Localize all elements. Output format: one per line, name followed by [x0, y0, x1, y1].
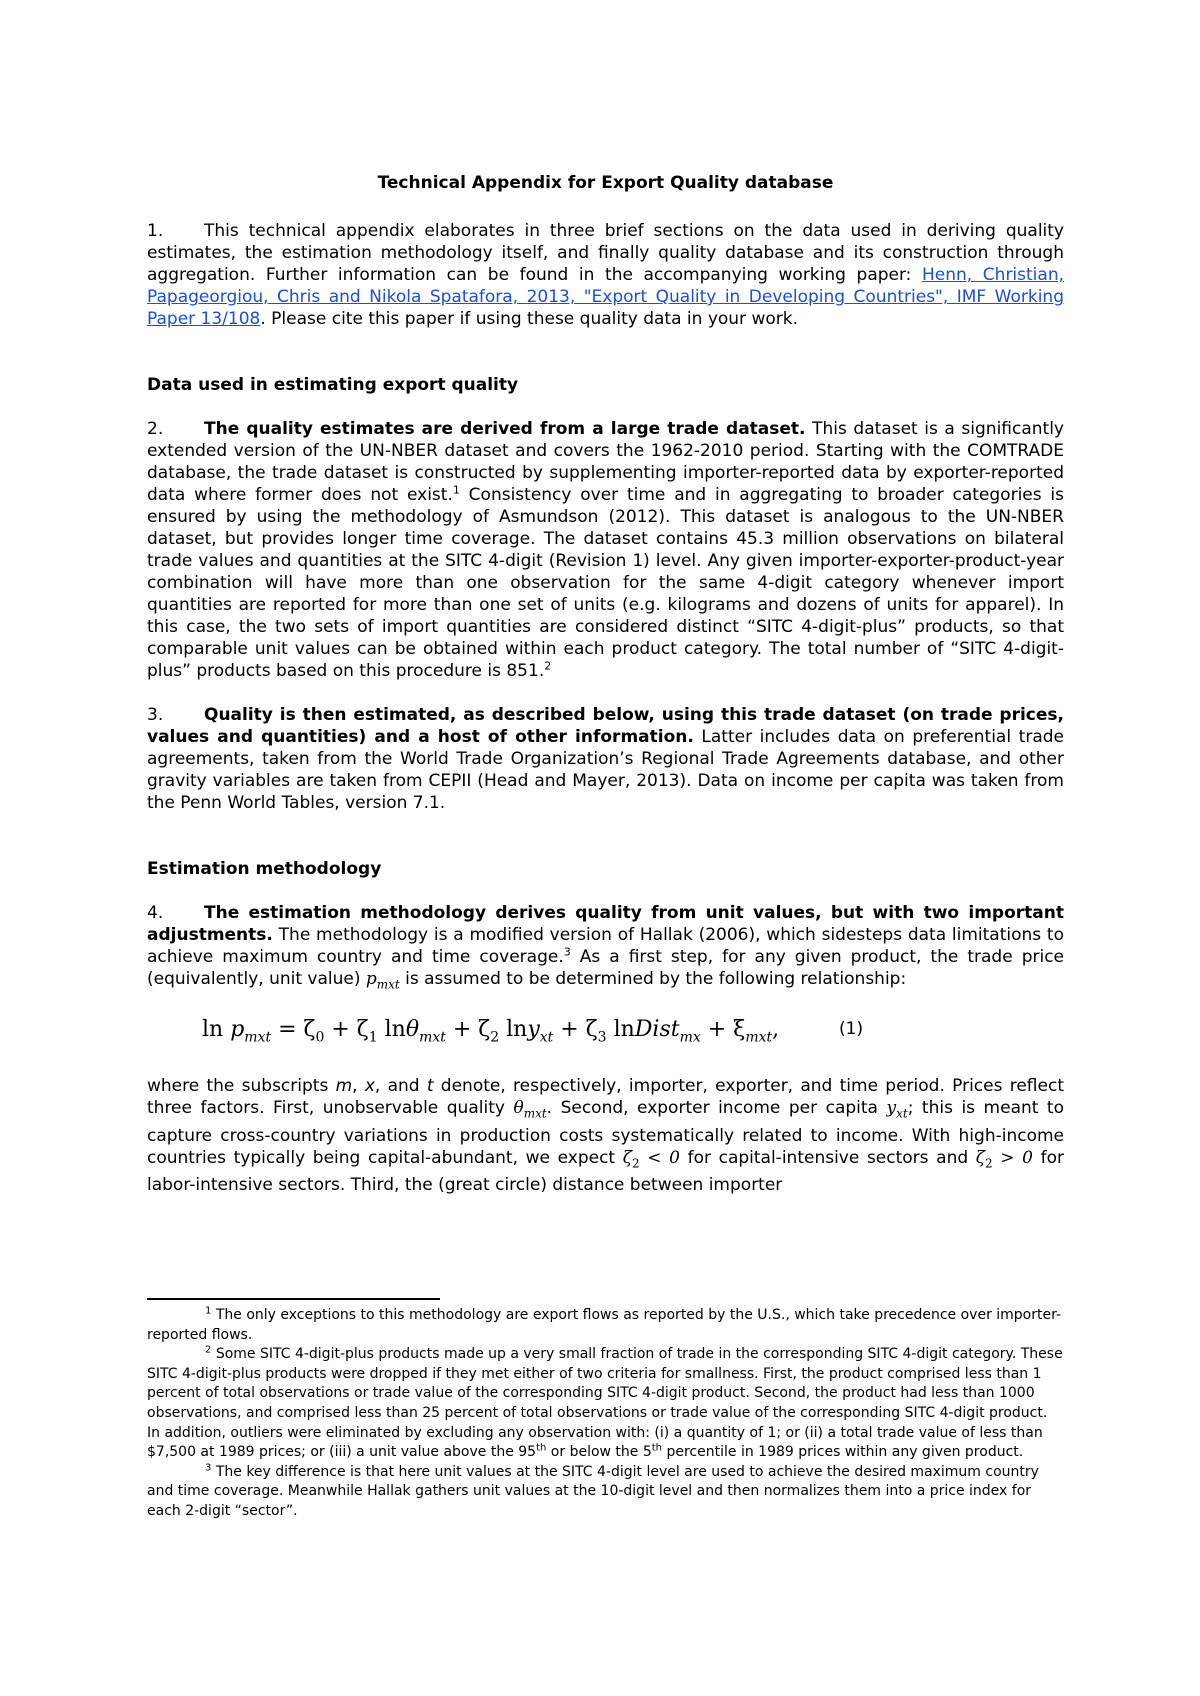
math-y-xt: $y_{xt}$	[886, 1098, 908, 1121]
footnote-2	[147, 1345, 1064, 1463]
paragraph-3	[147, 704, 1064, 814]
working-paper-link[interactable]: Henn, Christian, Papageorgiou, Chris and Nikola Spatafora, 2013, "Export Quality in Developing Countries", IMF Working Paper 13/108	[147, 265, 1065, 329]
footnote-text: The key difference is that here unit values at the SITC 4-digit level are used to achieve the desired maximum country and time coverage. Meanwhile Hallak gathers unit values at the 10-digit level and then normalizes them into a price index for each 2-digit “sector”.	[147, 1463, 1039, 1519]
superscript: th	[536, 1442, 547, 1454]
paragraph-text: Consistency over time and in aggregating to broader categories is ensured by using the methodology of Asmundson (2012). This dataset is analogous to the UN-NBER dataset, but provides longer time coverage. The dataset contains 45.3 million observations on bilateral trade values and quantities at the SITC 4-digit (Revision 1) level. Any given importer-exporter-product-year combination will have more than one observation for the same 4-digit category whenever import quantities are reported for more than one set of units (e.g. kilograms and dozens of units for apparel). In this case, the two sets of import quantities are considered distinct “SITC 4-digit-plus” products, so that comparable unit values can be obtained within each product category. The total number of “SITC 4-digit-plus” products based on this procedure is 851.	[147, 485, 1064, 681]
equation-expression: $\ln p_{mxt} = \zeta_0 + \zeta_1$ $\ln\theta_{mxt} + \zeta_2$ $\ln y_{xt} + \zeta_3$ lnDist$_{mx}$ + $\xi_{mxt}$,	[202, 1017, 780, 1046]
document-title: Technical Appendix for Export Quality database	[377, 173, 834, 193]
math-theta-mxt: $\theta_{mxt}$	[513, 1098, 547, 1121]
footnote-mark: 1	[205, 1305, 212, 1317]
math-x: x	[364, 1076, 375, 1097]
paragraph-number: 2.	[147, 419, 164, 439]
paragraph-text: denote, respectively, importer, exporter, and time period. Prices reflect three factors. First, unobservable quality	[147, 1076, 1064, 1119]
paragraph-text: is assumed to be determined by the following relationship:	[399, 969, 907, 989]
math-t: t	[426, 1076, 434, 1097]
footnote-text: Some SITC 4-digit-plus products made up a very small fraction of trade in the corresponding SITC 4-digit category. These SITC 4-digit-plus products were dropped if they met either of two criteria for smallness. First, the product comprised less than 1 percent of total observations or trade value of the corresponding SITC 4-digit product. Second, the product had less than 1000 observations, and comprised less than 25 percent of total observations or trade value of the corresponding SITC 4-digit product. In addition, outliers were eliminated by excluding any observation with: (i) a quantity of 1; or (ii) a total trade value of less than $7,500 at 1989 prices; or (iii) a unit value above the 95	[147, 1346, 1063, 1461]
equation-1	[147, 1009, 1064, 1061]
paragraph-1	[147, 220, 1064, 330]
footnote-ref-2[interactable]: 2	[544, 659, 552, 673]
section-heading-data: Data used in estimating export quality	[147, 375, 519, 395]
paragraph-lead: The estimation methodology derives quality from unit values, but with two important adjustments.	[147, 903, 1064, 945]
footnote-ref-1[interactable]: 1	[452, 483, 460, 497]
paragraph-text: This technical appendix elaborates in three brief sections on the data used in deriving quality estimates, the estimation methodology itself, and finally quality database and its construction through aggregation. Further information can be found in the accompanying working paper:	[147, 221, 1064, 285]
math-zeta2-lt-0: $\zeta_2 < 0$	[622, 1147, 680, 1171]
footnote-text: The only exceptions to this methodology are export flows as reported by the U.S., which take precedence over importer-reported flows.	[147, 1307, 1062, 1343]
paragraph-5	[147, 1075, 1064, 1196]
paragraph-2	[147, 418, 1064, 682]
paragraph-text: . Second, exporter income per capita	[546, 1098, 887, 1119]
paragraph-4	[147, 902, 1064, 995]
paragraph-text: where the subscripts	[147, 1076, 336, 1097]
footnote-mark: 3	[205, 1462, 212, 1474]
footnote-ref-3[interactable]: 3	[563, 945, 571, 959]
paragraph-text: for labor-intensive sectors. Third, the (great circle) distance between importer	[147, 1147, 1065, 1196]
math-zeta2-gt-0: $\zeta_2 > 0$	[975, 1147, 1033, 1171]
paragraph-text: for capital-intensive sectors and	[679, 1147, 976, 1168]
footnote-text: percentile in 1989 prices within any given product.	[662, 1444, 1024, 1461]
paragraph-number: 3.	[147, 705, 164, 725]
paragraph-text: The methodology is a modified version of Hallak (2006), which sidesteps data limitations to achieve maximum country and time coverage.	[147, 925, 1064, 967]
paragraph-number: 1.	[147, 221, 164, 241]
paragraph-lead: The quality estimates are derived from a large trade dataset.	[204, 419, 806, 439]
footnote-mark: 2	[205, 1344, 212, 1356]
footnote-3	[147, 1463, 1064, 1522]
footnotes	[147, 1306, 1064, 1522]
paragraph-number: 4.	[147, 903, 164, 923]
paragraph-text: ; this is meant to capture cross-country variations in production costs systematically related to income. With high-income countries typically being capital-abundant, we expect	[147, 1098, 1065, 1168]
section-heading-methodology: Estimation methodology	[147, 859, 382, 879]
paragraph-text: As a first step, for any given product, the trade price (equivalently, unit value)	[147, 947, 1064, 989]
math-m: m	[335, 1076, 353, 1097]
paragraph-text: This dataset is a significantly extended version of the UN-NBER dataset and covers the 1962-2010 period. Starting with the COMTRADE database, the trade dataset is constructed by supplementing importer-reported data by exporter-reported data where former does not exist.	[147, 419, 1064, 505]
equation-number: (1)	[839, 1019, 864, 1040]
footnote-text: or below the 5	[546, 1444, 652, 1461]
paragraph-text: , and	[374, 1076, 427, 1097]
paragraph-text: . Please cite this paper if using these quality data in your work.	[260, 309, 798, 329]
superscript: th	[651, 1442, 663, 1454]
math-p-mxt: $p_{mxt}$	[365, 969, 400, 992]
footnote-separator	[147, 1298, 440, 1300]
footnote-1	[147, 1306, 1064, 1345]
paragraph-text: ,	[352, 1076, 365, 1097]
paragraph-lead: Quality is then estimated, as described below, using this trade dataset (on trade prices, values and quantities) and a host of other information.	[147, 705, 1064, 747]
document-body	[147, 172, 1064, 1196]
paragraph-text: Latter includes data on preferential trade agreements, taken from the World Trade Organization’s Regional Trade Agreements database, and other gravity variables are taken from CEPII (Head and Mayer, 2013). Data on income per capita was taken from the Penn World Tables, version 7.1.	[147, 727, 1064, 813]
